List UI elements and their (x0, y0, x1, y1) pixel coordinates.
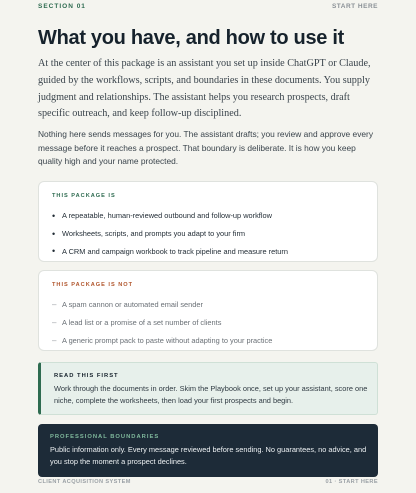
list-item-text: Worksheets, scripts, and prompts you adapt to your firm (62, 229, 246, 239)
package-not-card (38, 270, 378, 351)
list-item (52, 332, 367, 350)
body-paragraph: Nothing here sends messages for you. The assistant drafts; you review and approve every message before it reaches a prospect. That boundary is deliberate. It is how you keep quality high and your name protected. (38, 129, 374, 167)
dash-icon: – (52, 300, 57, 310)
read-first-heading: READ THIS FIRST (54, 373, 119, 379)
list-item-text: A repeatable, human-reviewed outbound and follow-up workflow (62, 211, 272, 221)
read-first-text: Work through the documents in order. Skim the Playbook once, set up your assistant, score one niche, complete the worksheets, then load your first prospects and begin. (54, 384, 368, 406)
bullet-icon: • (52, 228, 56, 239)
page-footer (38, 479, 378, 485)
package-is-list (52, 207, 367, 260)
bullet-icon: • (52, 246, 56, 257)
boundaries-text: Public information only. Every message reviewed before sending. No guarantees, no advice, and you stop the moment a prospect declines. (50, 445, 367, 467)
lead-paragraph: At the center of this package is an assistant you set up inside ChatGPT or Claude, guided by the workflows, scripts, and boundaries in these documents. You supply judgment and relationships. The assistant helps you research prospects, draft specific outreach, and keep follow-up disciplined. (38, 58, 371, 120)
list-item (52, 314, 367, 332)
dash-icon: – (52, 318, 57, 328)
list-item (52, 243, 367, 261)
package-is-card (38, 181, 378, 262)
list-item-text: A lead list or a promise of a set number of clients (62, 318, 222, 328)
section-label: SECTION 01 (38, 3, 86, 10)
dash-icon: – (52, 335, 57, 345)
package-not-heading: THIS PACKAGE IS NOT (52, 282, 134, 288)
list-item (52, 225, 367, 243)
package-is-heading: THIS PACKAGE IS (52, 193, 116, 199)
list-item-text: A spam cannon or automated email sender (62, 300, 203, 310)
read-first-callout (38, 362, 378, 415)
professional-boundaries-panel (38, 424, 378, 477)
boundaries-heading: PROFESSIONAL BOUNDARIES (50, 434, 160, 440)
list-item (52, 296, 367, 314)
top-bar (38, 3, 378, 10)
list-item-text: A CRM and campaign workbook to track pipeline and measure return (62, 246, 288, 256)
footer-right: 01 · START HERE (325, 479, 378, 485)
start-here-label: START HERE (331, 3, 378, 10)
page-title: What you have, and how to use it (38, 27, 344, 49)
list-item-text: A generic prompt pack to paste without adapting to your practice (62, 335, 273, 345)
list-item (52, 207, 367, 225)
footer-left: CLIENT ACQUISITION SYSTEM (38, 479, 131, 485)
bullet-icon: • (52, 210, 56, 221)
package-not-list (52, 296, 367, 349)
